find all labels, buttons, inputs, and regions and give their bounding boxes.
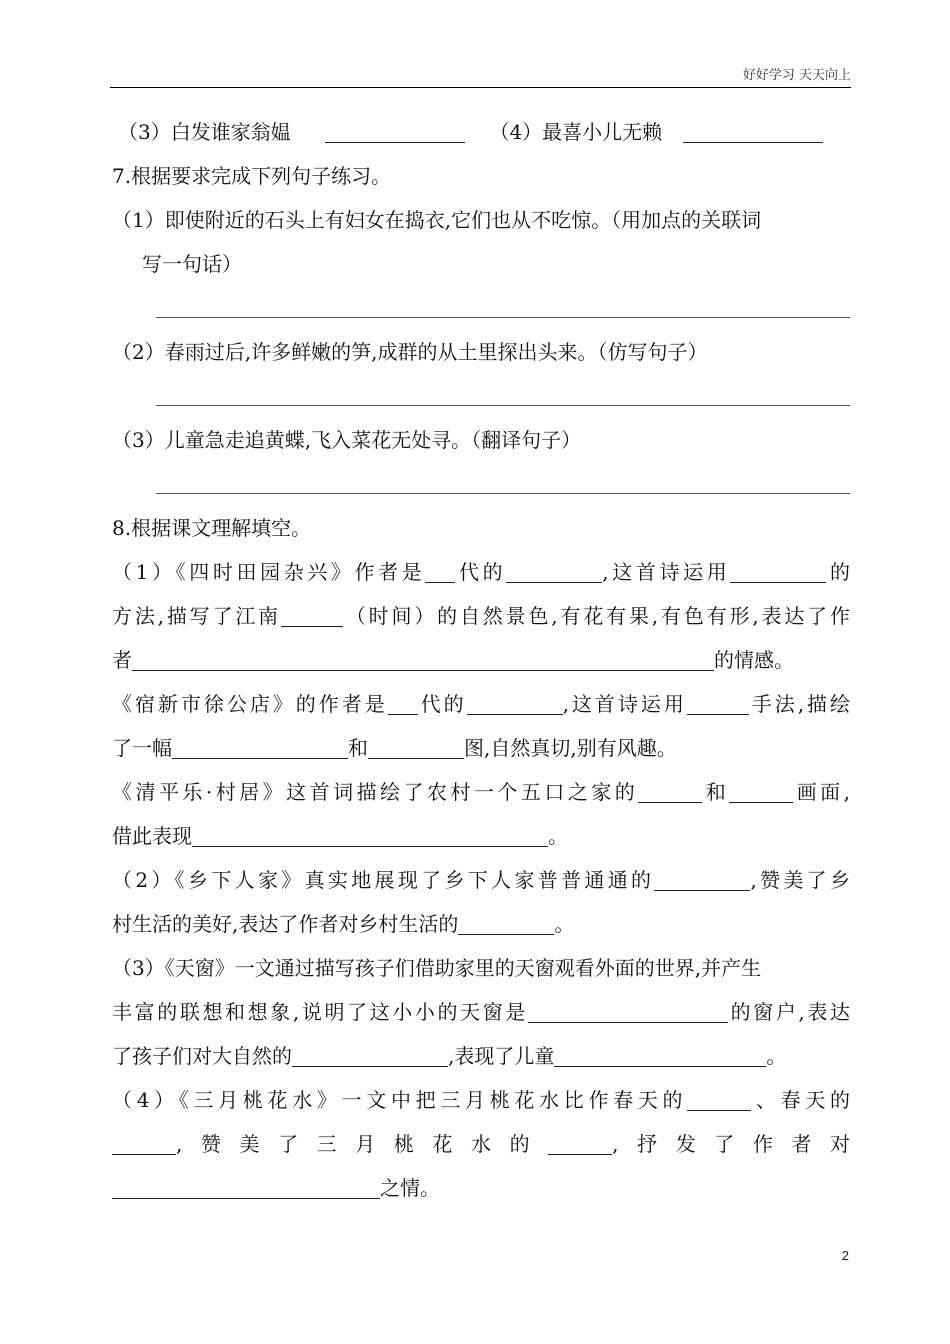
text: 者 [112,648,132,672]
blank-metaphor-2[interactable] [112,1132,176,1155]
blank-technique[interactable] [687,692,749,715]
text: 画面, [793,780,851,804]
blank-dynasty[interactable] [425,560,455,583]
blank-scene-2[interactable] [368,736,464,759]
q6-row [112,110,850,154]
blank-quality[interactable] [548,1132,612,1155]
page-number: 2 [841,1248,849,1263]
q8-p3-line1: （3）《天窗》一文通过描写孩子们借助家里的天窗观看外面的世界,并产生 [112,956,762,980]
text: （1）《四时田园杂兴》作者是 [112,560,426,584]
text: 的 [826,560,851,584]
text: （4）《三月桃花水》一文中把三月桃花水比作春天的 [112,1088,688,1112]
q7-s1-line2: 写一句话） [142,252,242,276]
q6-item4-blank[interactable] [683,120,823,143]
q8-p1-line4 [112,682,850,726]
q6-item3-blank[interactable] [325,120,465,143]
text: 的情感。 [714,648,794,672]
q7-s1-answer-line[interactable] [112,286,850,330]
text: 的窗户,表达 [727,1000,851,1024]
text: 丰富的联想和想象,说明了这小小的天窗是 [112,1000,528,1024]
q8-p4-line1 [112,1078,850,1122]
worksheet-content [112,110,850,1210]
q8-p3-line3 [112,1034,850,1078]
text: 、春天的 [751,1088,851,1112]
text: 村生活的美好,表达了作者对乡村生活的 [112,912,459,936]
text: ,赞美了乡 [750,868,850,892]
blank-window[interactable] [528,1000,728,1023]
text: 。 [548,824,568,848]
blank-scene-1[interactable] [172,736,348,759]
blank-feeling[interactable] [458,912,554,935]
blank-express[interactable] [192,824,548,847]
text: 和 [702,780,730,804]
q8-p1-line2 [112,594,850,638]
q8-p4-line3 [112,1166,850,1210]
q8-title: 8.根据课文理解填空。 [112,516,312,540]
blank-method[interactable] [730,560,826,583]
q8-p1-line5 [112,726,850,770]
text: 图,自然真切,别有风趣。 [464,736,677,760]
text: （时间）的自然景色,有花有果,有色有形,表达了作 [343,604,850,628]
text: 代的 [417,692,467,716]
q8-p3-line2 [112,990,850,1034]
q8-p1-line3 [112,638,850,682]
q6-item4: （4）最喜小儿无赖 [489,120,663,144]
blank-emotion[interactable] [132,648,714,671]
text: 了一幅 [112,736,172,760]
text: 方法,描写了江南 [112,604,281,628]
text: 《宿新市徐公店》的作者是 [112,692,388,716]
q7-s3-answer-line[interactable] [112,462,850,506]
q7-title: 7.根据要求完成下列句子练习。 [112,164,392,188]
text: 。 [554,912,575,936]
blank-picture-1[interactable] [638,780,702,803]
q7-s2: （2）春雨过后,许多鲜嫩的笋,成群的从土里探出头来。（仿写句子） [112,340,708,364]
blank-author-2[interactable] [467,692,563,715]
text: 借此表现 [112,824,192,848]
blank-season[interactable] [281,604,343,627]
text: 和 [348,736,368,760]
text: ,这首诗运用 [602,560,731,584]
blank-dynasty-2[interactable] [388,692,418,715]
q8-p1-line6 [112,770,850,814]
blank-metaphor-1[interactable] [687,1088,751,1111]
q8-p4-line2 [112,1122,850,1166]
blank-life[interactable] [654,868,750,891]
q7-s1-line1: （1）即使附近的石头上有妇女在捣衣,它们也从不吃惊。（用加点的关联词 [112,208,762,232]
q6-item3: （3）白发谁家翁媪 [118,120,291,144]
text: 《清平乐·村居》这首词描绘了农村一个五口之家的 [112,780,639,804]
q8-p1-line1 [112,550,850,594]
blank-nature[interactable] [292,1044,448,1067]
blank-author[interactable] [506,560,602,583]
q7-s3: （3）儿童急走追黄蝶,飞入菜花无处寻。（翻译句子） [112,428,582,452]
text: ,这首诗运用 [562,692,687,716]
text: 手法,描绘 [748,692,851,716]
text: （2）《乡下人家》真实地展现了乡下人家普普通通的 [112,868,655,892]
header-slogan: 好好学习 天天向上 [742,68,851,83]
text: 之情。 [380,1176,440,1200]
blank-author-feeling[interactable] [112,1176,380,1199]
text: 了孩子们对大自然的 [112,1044,292,1068]
text: 。 [766,1044,787,1068]
blank-children[interactable] [554,1044,766,1067]
q8-p2-line1 [112,858,850,902]
blank-picture-2[interactable] [729,780,793,803]
q7-s2-answer-line[interactable] [112,374,850,418]
text: ,赞美了三月桃花水的 [176,1132,549,1156]
text: 代的 [455,560,507,584]
header-divider [110,87,851,88]
text: ,表现了儿童 [448,1044,555,1068]
q8-p1-line7 [112,814,850,858]
q8-p2-line2 [112,902,850,946]
text: ,抒发了作者对 [612,1132,851,1156]
